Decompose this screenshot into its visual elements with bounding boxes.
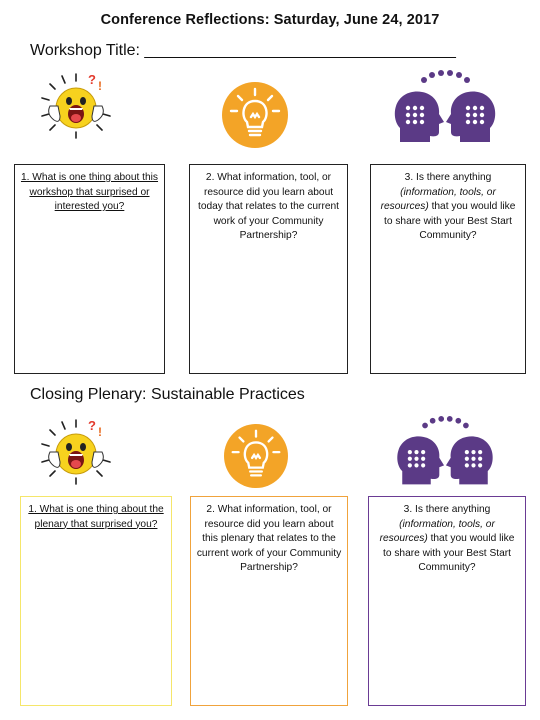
workshop-question-3-box[interactable] bbox=[370, 164, 526, 374]
workshop-question-1-box[interactable] bbox=[14, 164, 165, 374]
surprised-emoji-icon bbox=[36, 416, 116, 488]
sharing-heads-icon bbox=[392, 70, 498, 150]
plenary-question-3-prefix: 3. Is there anything bbox=[403, 504, 491, 515]
sharing-heads-icon bbox=[394, 416, 496, 492]
plenary-question-2-box[interactable] bbox=[190, 496, 348, 706]
workshop-title-line bbox=[30, 42, 456, 60]
workshop-question-3-italic: (information, tools, or resources) bbox=[380, 186, 496, 213]
plenary-question-3-italic: (information, tools, or resources) bbox=[379, 518, 495, 545]
workshop-title-field[interactable]: ___________________________________ bbox=[144, 42, 456, 59]
plenary-question-2-text: 2. What information, tool, or resource did you learn about this plenary that relates to the current work of your Community Partnership? bbox=[196, 504, 342, 574]
svg-text:?: ? bbox=[88, 72, 96, 87]
page-title: Conference Reflections: Saturday, June 24, 2017 bbox=[100, 12, 440, 28]
plenary-question-3-box[interactable] bbox=[368, 496, 526, 706]
workshop-question-1-text: 1. What is one thing about this workshop that surprised or interested you? bbox=[20, 172, 159, 213]
workshop-question-3-suffix: that you would like to share with your Best Start Community? bbox=[384, 201, 516, 242]
svg-text:?: ? bbox=[88, 418, 96, 433]
workshop-question-2-text: 2. What information, tool, or resource did you learn about today that relates to the current work of your Community Partnership? bbox=[197, 172, 339, 242]
plenary-question-3-suffix: that you would like to share with your Best Start Community? bbox=[383, 533, 515, 574]
svg-text:!: ! bbox=[98, 79, 102, 93]
workshop-title-label: Workshop Title: bbox=[30, 42, 145, 59]
workshop-question-2-box[interactable] bbox=[189, 164, 348, 374]
plenary-question-1-text: 1. What is one thing about the plenary that surprised you? bbox=[28, 504, 164, 530]
workshop-question-3-prefix: 3. Is there anything bbox=[404, 172, 492, 183]
plenary-question-1-box[interactable] bbox=[20, 496, 172, 706]
lightbulb-icon bbox=[224, 424, 288, 488]
lightbulb-icon bbox=[222, 82, 288, 148]
svg-text:!: ! bbox=[98, 425, 102, 439]
plenary-heading: Closing Plenary: Sustainable Practices bbox=[30, 386, 305, 403]
surprised-emoji-icon bbox=[36, 70, 116, 142]
